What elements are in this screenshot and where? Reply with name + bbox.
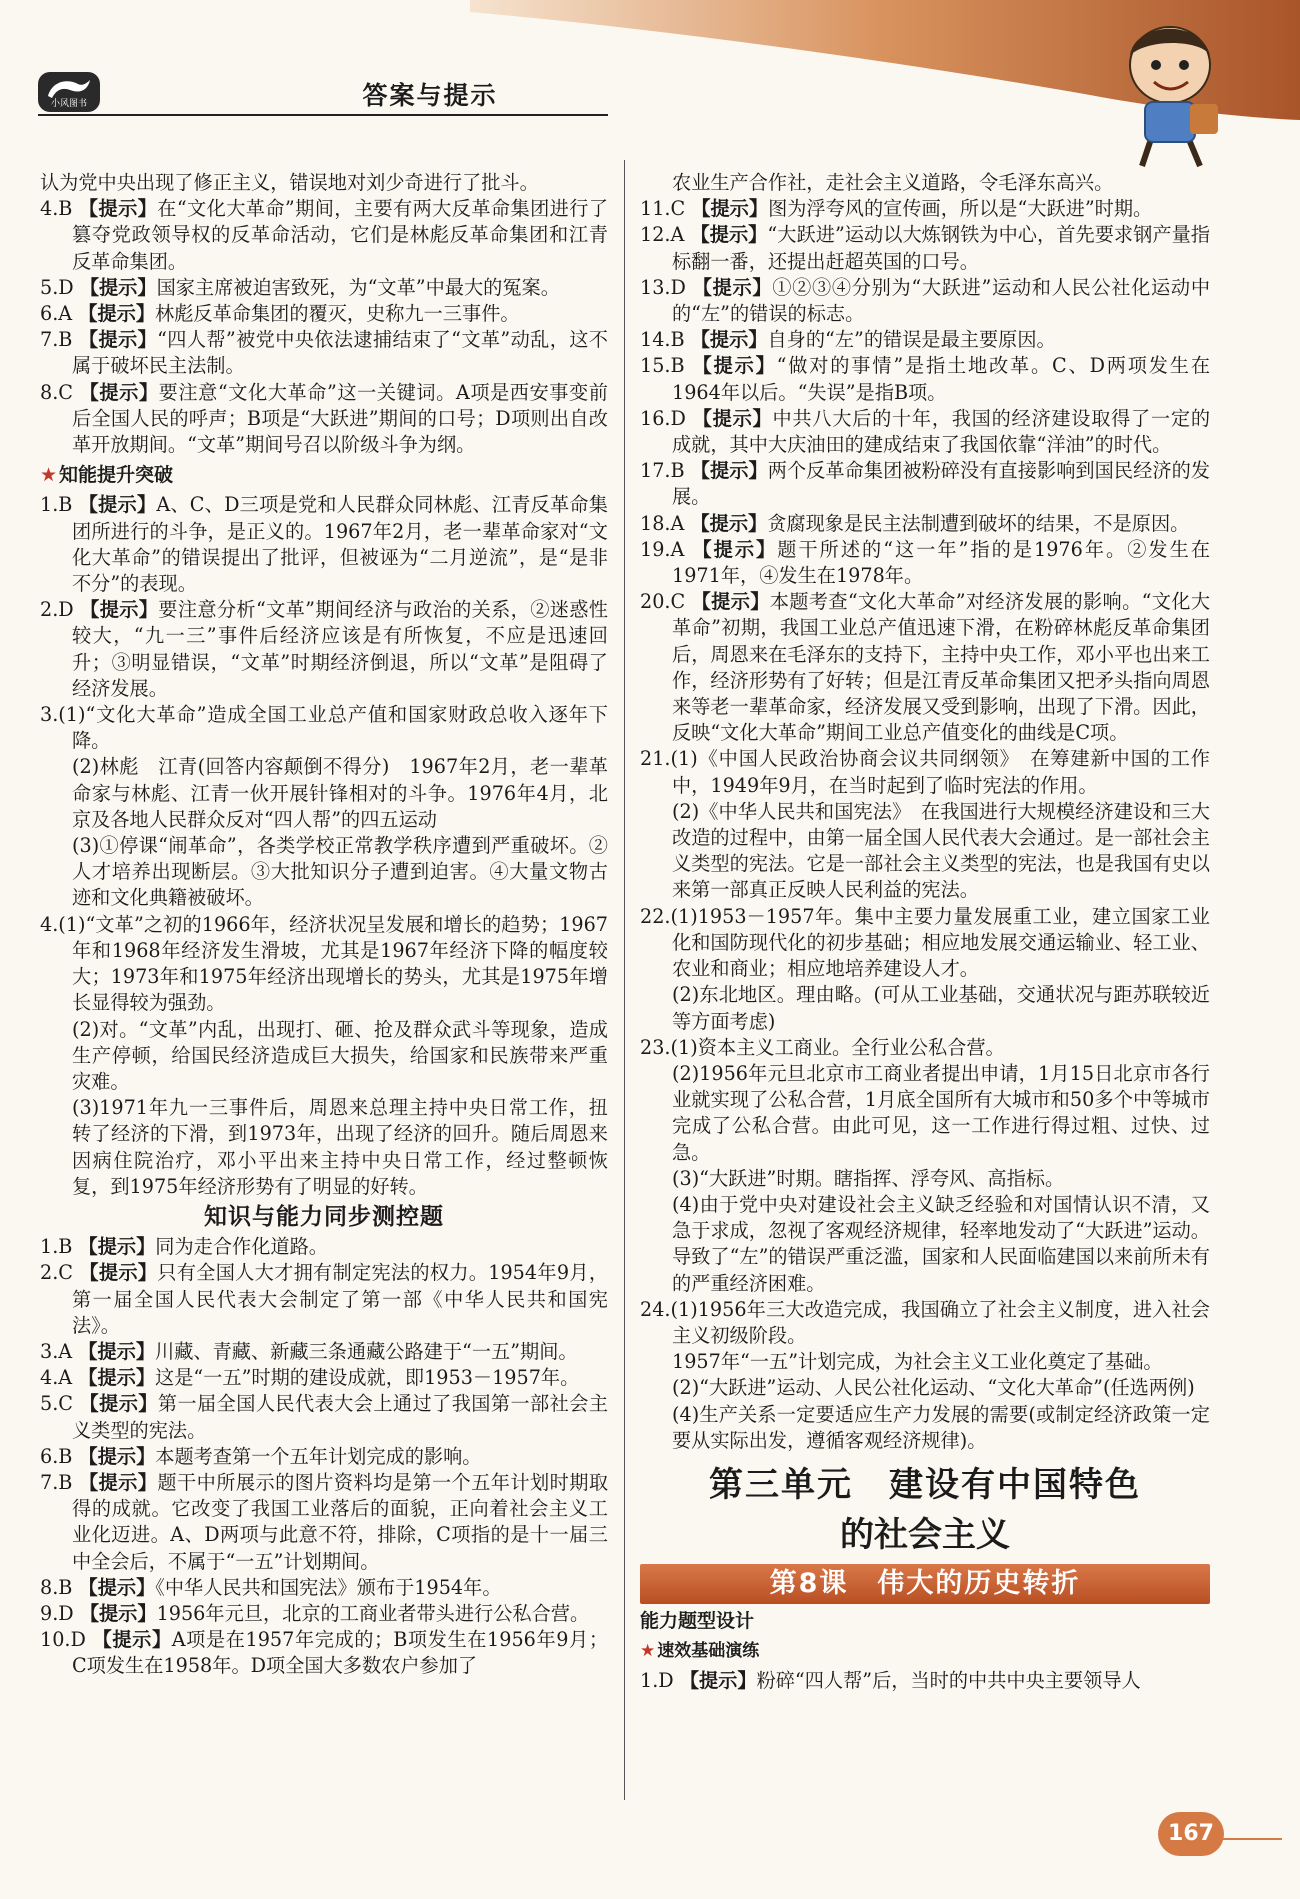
answer-subitem: (2)对。“文革”内乱，出现打、砸、抢及群众武斗等现象，造成生产停顿，给国民经济造成巨大损失，给国家和民族带来严重灾难。 [72, 1017, 608, 1093]
answer-item: 3.(1)“文化大革命”造成全国工业总产值和国家财政总收入逐年下降。 [40, 703, 608, 753]
answer-item: 6.B 【提示】本题考查第一个五年计划完成的影响。 [40, 1444, 482, 1468]
page-number: 167 [1158, 1812, 1224, 1856]
header-rule [38, 114, 608, 116]
answer-item: 7.B 【提示】题干中所展示的图片资料均是第一个五年计划时期取得的成就。它改变了我国工业落后的面貌，正向着社会主义工业化迈进。A、D两项与此意不符，排除，C项指的是十一届三中全会后，不属于“一五”计划期间。 [40, 1470, 609, 1573]
unit-title-line1: 第三单元 建设有中国特色 [709, 1464, 1141, 1505]
answer-subitem: (2)《中华人民共和国宪法》 在我国进行大规模经济建设和三大改造的过程中，由第一届全国人民代表大会通过。是一部社会主义类型的宪法。它是一部社会主义类型的宪法，也是我国有史以来第一部真正反映人民利益的宪法。 [672, 799, 1210, 902]
answer-item: 16.D 【提示】中共八大后的十年，我国的经济建设取得了一定的成就，其中大庆油田的建成结束了我国依靠“洋油”的时代。 [640, 406, 1211, 457]
answer-subitem: (4)由于党中央对建设社会主义缺乏经验和对国情认识不清，又急于求成，忽视了客观经济规律，轻率地发动了“大跃进”运动。导致了“左”的错误严重泛滥，国家和人民面临建国以来前所未有的严重经济困难。 [672, 1192, 1210, 1295]
answer-item: 1.B 【提示】A、C、D三项是党和人民群众同林彪、江青反革命集团所进行的斗争，是正义的。1967年2月，老一辈革命家对“文化大革命”的错误提出了批评，但被诬为“二月逆流”，是“是非不分”的表现。 [40, 493, 608, 596]
answer-item: 6.A 【提示】林彪反革命集团的覆灭，史称九一三事件。 [40, 302, 520, 326]
answer-item: 1.D 【提示】粉碎“四人帮”后，当时的中共中央主要领导人 [640, 1669, 1141, 1693]
answer-item: 11.C 【提示】图为浮夸风的宣传画，所以是“大跃进”时期。 [640, 197, 1153, 221]
section-heading-center: 知识与能力同步测控题 [204, 1203, 444, 1230]
answer-subitem: (2)1956年元旦北京市工商业者提出申请，1月15日北京市各行业就实现了公私合营，1月底全国所有大城市和50多个中等城市完成了公私合营。由此可见，这一工作进行得过粗、过快、过急。 [672, 1061, 1210, 1164]
answer-subitem: (3)①停课“闹革命”，各类学校正常教学秩序遭到严重破坏。②人才培养出现断层。③大批知识分子遭到迫害。④大量文物古迹和文化典籍被破坏。 [72, 834, 608, 910]
publisher-logo [38, 72, 100, 112]
continued-text: 农业生产合作社，走社会主义道路，令毛泽东高兴。 [672, 171, 1114, 194]
answer-item: 8.B 【提示】《中华人民共和国宪法》颁布于1954年。 [40, 1575, 502, 1599]
answer-item: 21.(1)《中国人民政治协商会议共同纲领》 在筹建新中国的工作中，1949年9月，在当时起到了临时宪法的作用。 [640, 747, 1210, 797]
answer-item: 14.B 【提示】自身的“左”的错误是最主要原因。 [640, 328, 1056, 352]
answer-subitem: (2)“大跃进”运动、人民公社化运动、“文化大革命”(任选两例) [672, 1376, 1195, 1400]
unit-title [640, 1460, 1210, 1560]
unit-title-line2: 的社会主义 [840, 1514, 1010, 1555]
answer-subitem: (3)1971年九一三事件后，周恩来总理主持中央日常工作，扭转了经济的下滑，到1973年，出现了经济的回升。随后周恩来因病住院治疗，邓小平出来主持中央日常工作，经过整顿恢复，到1975年经济形势有了明显的好转。 [72, 1096, 608, 1198]
answer-item: 5.C 【提示】第一届全国人民代表大会上通过了我国第一部社会主义类型的宪法。 [40, 1392, 609, 1442]
answer-item: 12.A 【提示】“大跃进”运动以大炼钢铁为中心，首先要求钢产量指标翻一番，还提出赶超英国的口号。 [640, 223, 1210, 273]
left-column [40, 170, 608, 1680]
answer-item: 19.A 【提示】题干所述的“这一年”指的是1976年。②发生在1971年，④发生在1978年。 [640, 537, 1211, 588]
section-heading: ★ 知能提升突破 [40, 464, 174, 487]
answer-item: 10.D 【提示】A项是在1957年完成的；B项发生在1956年9月；C项发生在1958年。D项全国大多数农户参加了 [40, 1628, 609, 1678]
right-column [640, 170, 1210, 1695]
answer-subitem: (3)“大跃进”时期。瞎指挥、浮夸风、高指标。 [672, 1166, 1065, 1190]
answer-item: 4.A 【提示】这是“一五”时期的建设成就，即1953－1957年。 [40, 1366, 580, 1390]
answer-item: 7.B 【提示】“四人帮”被党中央依法逮捕结束了“文革”动乱，这不属于破坏民主法制。 [40, 328, 608, 378]
answer-item: 4.B 【提示】在“文化大革命”期间，主要有两大反革命集团进行了篡夺党政领导权的反革命活动，它们是林彪反革命集团和江青反革命集团。 [40, 197, 609, 273]
answer-item: 17.B 【提示】两个反革命集团被粉碎没有直接影响到国民经济的发展。 [640, 459, 1211, 509]
answer-subitem: (2)林彪 江青(回答内容颠倒不得分) 1967年2月，老一辈革命家与林彪、江青一伙开展针锋相对的斗争。1976年4月，北京及各地人民群众反对“四人帮”的四五运动 [72, 755, 608, 831]
answer-item: 24.(1)1956年三大改造完成，我国确立了社会主义制度，进入社会主义初级阶段。 [640, 1297, 1210, 1347]
answer-subitem: 1957年“一五”计划完成，为社会主义工业化奠定了基础。 [672, 1350, 1163, 1374]
answer-item: 5.D 【提示】国家主席被迫害致死，为“文革”中最大的冤案。 [40, 275, 560, 299]
answer-subitem: (2)东北地区。理由略。(可从工业基础，交通状况与距苏联较近等方面考虑) [672, 983, 1210, 1033]
column-divider [624, 160, 625, 1800]
answer-item: 22.(1)1953－1957年。集中主要力量发展重工业，建立国家工业化和国防现代化的初步基础；相应地发展交通运输业、轻工业、农业和商业；相应地培养建设人才。 [640, 904, 1210, 981]
logo-text: 小风图书 [50, 99, 87, 109]
mascot-illustration [1050, 10, 1280, 170]
answer-subitem: (4)生产关系一定要适应生产力发展的需要(或制定经济政策一定要从实际出发，遵循客观经济规律)。 [672, 1402, 1210, 1452]
answer-item: 9.D 【提示】1956年元旦，北京的工商业者带头进行公私合营。 [40, 1601, 590, 1625]
star-icon: ★ [40, 464, 58, 487]
wave-logo-icon [44, 76, 94, 102]
subsection-heading: 能力题型设计 [640, 1609, 755, 1632]
answer-item: 23.(1)资本主义工商业。全行业公私合营。 [640, 1035, 1005, 1059]
star-icon: ★ [640, 1641, 656, 1662]
answer-item: 13.D 【提示】①②③④分别为“大跃进”运动和人民公社化运动中的“左”的错误的标志。 [640, 275, 1211, 326]
answer-item: 3.A 【提示】川藏、青藏、新藏三条通藏公路建于“一五”期间。 [40, 1339, 578, 1363]
page-number-rule [1222, 1838, 1282, 1840]
answer-item: 4.(1)“文革”之初的1966年，经济状况呈发展和增长的趋势；1967年和1968年经济发生滑坡，尤其是1967年经济下降的幅度较大；1973年和1975年经济出现增长的势头，尤其是1975年增长显得较为强劲。 [40, 912, 608, 1015]
answer-item: 2.C 【提示】只有全国人大才拥有制定宪法的权力。1954年9月，第一届全国人民代表大会制定了第一部《中华人民共和国宪法》。 [40, 1261, 609, 1337]
answer-item: 2.D 【提示】要注意分析“文革”期间经济与政治的关系，②迷惑性较大，“九一三”事件后经济应该是有所恢复，不应是迅速回升；③明显错误，“文革”时期经济倒退，所以“文革”是阻碍了经济发展。 [40, 598, 608, 700]
answer-item: 15.B 【提示】“做对的事情”是指土地改革。C、D两项发生在1964年以后。“失误”是指B项。 [640, 354, 1211, 404]
continued-text: 认为党中央出现了修正主义，错误地对刘少奇进行了批斗。 [40, 171, 539, 194]
answer-item: 8.C 【提示】要注意“文化大革命”这一关键词。A项是西安事变前后全国人民的呼声；B项是“大跃进”期间的口号；D项则出自改革开放期间。“文革”期间号召以阶级斗争为纲。 [40, 380, 608, 457]
section-heading: ★ 速效基础演练 [640, 1641, 760, 1662]
page-header-title: 答案与提示 [362, 81, 498, 110]
answer-item: 1.B 【提示】同为走合作化道路。 [40, 1235, 328, 1259]
answer-item: 18.A 【提示】贪腐现象是民主法制遭到破坏的结果，不是原因。 [640, 511, 1190, 535]
answer-item: 20.C 【提示】本题考查“文化大革命”对经济发展的影响。“文化大革命”初期，我国工业总产值迅速下滑，在粉碎林彪反革命集团后，周恩来在毛泽东的支持下，主持中央工作，邓小平也出来工作，经济形势有了好转；但是江青反革命集团又把矛头指向周恩来等老一辈革命家，经济发展又受到影响，出现了下滑。因此，反映“文化大革命”期间工业总产值变化的曲线是C项。 [640, 590, 1211, 745]
lesson-title-bar: 第8课 伟大的历史转折 [640, 1564, 1210, 1604]
